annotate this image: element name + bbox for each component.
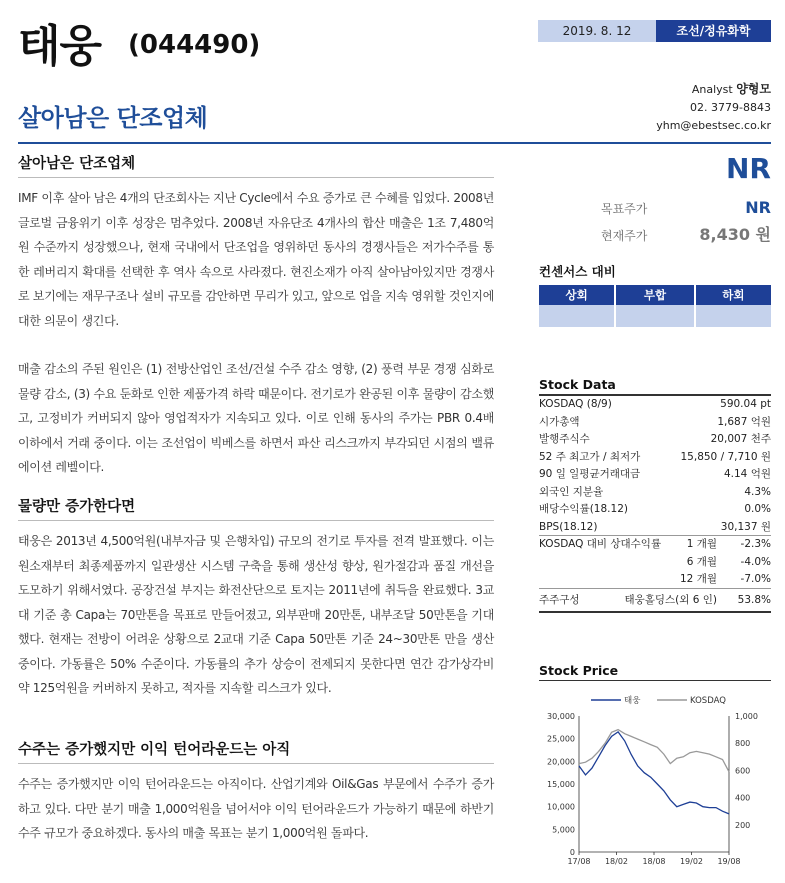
target-price-value: NR [745, 198, 771, 217]
row-label: 배당수익률(18.12) [539, 503, 628, 515]
analyst-name: 양형모 [736, 82, 771, 96]
row-label: 주주구성 [539, 593, 580, 606]
analyst-label: Analyst [691, 83, 733, 96]
consensus-header-inline: 부합 [615, 285, 695, 305]
chart-legend [591, 695, 726, 706]
report-subtitle: 살아남은 단조업체 [18, 104, 208, 132]
row-mid [590, 431, 711, 449]
stock-data-title: Stock Data [539, 377, 616, 392]
row-mid [640, 449, 680, 467]
section-title: 수주는 증가했지만 이익 턴어라운드는 아직 [18, 738, 494, 764]
row-value: 53.8% [737, 593, 771, 606]
row-mid [612, 396, 720, 414]
row-label: BPS(18.12) [539, 520, 598, 533]
y-right-tick-label: 1,000 [735, 712, 758, 721]
section-title: 물량만 증가한다면 [18, 495, 494, 521]
y-left-tick-label: 25,000 [547, 734, 575, 744]
target-price-label: 목표주가 [601, 202, 648, 216]
row-mid [580, 414, 718, 432]
company-code: (044490) [128, 30, 261, 60]
x-tick-label: 17/08 [567, 857, 591, 866]
row-mid: 6 개월 [686, 555, 717, 568]
rating-badge: NR [726, 152, 771, 185]
section-survivor [18, 152, 494, 480]
section-orders [18, 738, 494, 846]
table-row [539, 554, 771, 572]
x-tick-label: 18/08 [642, 857, 666, 866]
row-mid [628, 501, 727, 519]
current-price-label: 현재주가 [601, 229, 648, 243]
consensus-header-above: 상회 [539, 285, 615, 305]
chart-title: Stock Price [539, 663, 619, 678]
series-line-company [579, 732, 729, 814]
row-label: 발행주식수 [539, 433, 590, 445]
row-mid [640, 466, 724, 484]
consensus-cell [539, 305, 615, 327]
consensus-header-below: 하회 [695, 285, 771, 305]
row-mid: 1 개월 [686, 538, 717, 550]
company-name: 태웅 [18, 21, 102, 72]
analyst-email[interactable]: yhm@ebestsec.co.kr [656, 119, 771, 132]
row-value: 1,687 억원 [717, 415, 771, 428]
y-right-tick-label: 200 [735, 820, 751, 830]
x-tick-label: 19/02 [679, 857, 704, 866]
row-mid [603, 484, 727, 502]
section-paragraph: 태웅은 2013년 4,500억원(내부자금 및 은행차입) 규모의 전기로 투자를 전격 발표했다. 이는 원소재부터 최종제품까지 일관생산 시스템 구축을 통해 생산성 향상, 원가절감과 품질 개선을 도모하기 위해서였다. 공장건설 부지는 화전산단으로 토지는 2011년에 취득을 완료했다. 3교대 기준 총 Capa는 70만톤을 목표로 만들어졌고, 외부판매 20만톤, 내부조달 50만톤을 기대했다. 현재는 전방이 어려운 상황으로 2교대 기준 Capa 50만톤 기준 24~30만톤 만을 생산 중이다. 가동률은 50% 수준이다. 가동률의 추가 상승이 전제되지 못한다면 연간 감가상각비 약 125억원을 커버하지 못하고, 적자를 지속할 리스크가 있다. [18, 534, 494, 695]
consensus-cell [615, 305, 695, 327]
row-value: 4.14 억원 [723, 468, 771, 480]
y-left-tick-label: 15,000 [547, 780, 575, 789]
consensus-title: 컨센서스 대비 [539, 264, 616, 279]
analyst-phone: 02. 3779-8843 [690, 101, 771, 114]
table-row [539, 431, 771, 449]
table-row [539, 414, 771, 432]
row-label: KOSDAQ (8/9) [539, 398, 612, 410]
row-label: 90 일 일평균거래대금 [539, 468, 641, 480]
stock-price-chart [539, 682, 771, 872]
consensus-cell [695, 305, 771, 327]
y-left-tick-label: 5,000 [552, 825, 575, 835]
row-label: 외국인 지분율 [539, 485, 604, 498]
chart-axes [547, 712, 758, 866]
sector-badge: 조선/정유화학 [656, 20, 771, 42]
y-right-tick-label: 800 [735, 739, 751, 749]
table-row [539, 589, 771, 611]
row-value: -2.3% [740, 538, 771, 550]
consensus-table [539, 285, 771, 327]
row-value: 20,007 천주 [710, 433, 771, 445]
table-row [539, 536, 771, 554]
y-left-tick-label: 10,000 [547, 802, 575, 812]
row-label: 52 주 최고가 / 최저가 [539, 450, 641, 463]
current-price-row [601, 222, 771, 245]
y-right-tick-label: 600 [735, 766, 751, 776]
report-date: 2019. 8. 12 [538, 20, 656, 42]
table-row [539, 484, 771, 502]
section-paragraph: IMF 이후 살아 남은 4개의 단조회사는 지난 Cycle에서 수요 증가로 큰 수혜를 입었다. 2008년 글로벌 금융위기 이후 성장은 멈추었다. 2008년 자유단조 4개사의 합산 매출은 1조 7,480억원 수준까지 성장했으나, 현재 국내에서 단조업을 영위하던 동사의 경쟁사들은 저가수주를 통한 레버리지 확대를 선택한 후 역사 속으로 사라졌다. 현진소재가 아직 살아남아있지만 경쟁사로 보기에는 재무구조나 설비 규모를 감안하면 무리가 있고, 앞으로 업을 지속 영위할 것인지에 대한 의문이 생긴다. [18, 191, 494, 328]
row-mid: 태웅홀딩스(외 6 인) [624, 593, 717, 606]
table-row [539, 466, 771, 484]
row-value: 590.04 pt [720, 398, 771, 410]
row-value: -7.0% [740, 573, 771, 585]
section-paragraph: 매출 감소의 주된 원인은 (1) 전방산업인 조선/건설 수주 감소 영향, (2) 풍력 부문 경쟁 심화로 물량 감소, (3) 수요 둔화로 인한 제품가격 하락 때문이다. 전기로가 완공된 이후 물량이 감소했고, 고정비가 커버되지 않아 영업적자가 지속되고 있다. 이로 인해 동사의 주가는 PBR 0.4배 이하에서 거래 중이다. 이는 조선업이 빅베스를 하면서 파산 리스크까지 부각되던 시점의 밸류에이션 레벨이다. [18, 362, 494, 474]
table-row [539, 449, 771, 467]
y-right-tick-label: 400 [735, 793, 751, 803]
chart-lines [579, 730, 729, 814]
row-mid: 12 개월 [680, 573, 717, 585]
row-label: 시가총액 [539, 415, 580, 428]
section-volume [18, 495, 494, 701]
row-mid [597, 519, 720, 536]
analyst-info [656, 80, 771, 135]
row-value: 15,850 / 7,710 원 [680, 450, 771, 463]
y-left-tick-label: 0 [569, 848, 575, 857]
target-price-row [601, 198, 771, 217]
header-divider [18, 142, 771, 144]
row-value: 0.0% [744, 503, 771, 515]
section-paragraph: 수주는 증가했지만 이익 턴어라운드는 아직이다. 산업기계와 Oil&Gas 부문에서 수주가 증가하고 있다. 다만 분기 매출 1,000억원을 넘어서야 이익 턴어라운드가 가능하기 때문에 하반기 수주 규모가 중요하겠다. 동사의 매출 목표는 분기 1,000억원 돌파다. [18, 777, 494, 840]
legend-label: KOSDAQ [690, 696, 726, 706]
legend-label: 태웅 [624, 696, 641, 706]
row-value: -4.0% [740, 555, 771, 568]
x-tick-label: 18/02 [604, 857, 629, 866]
table-row [539, 501, 771, 519]
y-left-tick-label: 30,000 [547, 712, 575, 721]
row-value: 30,137 원 [720, 520, 771, 533]
table-row [539, 571, 771, 589]
table-row [539, 396, 771, 414]
table-row [539, 519, 771, 537]
row-value: 4.3% [744, 485, 771, 498]
y-left-tick-label: 20,000 [547, 757, 575, 767]
x-tick-label: 19/08 [717, 857, 741, 866]
stock-data-table [539, 394, 771, 613]
row-label: KOSDAQ 대비 상대수익률 [539, 538, 662, 550]
current-price-value: 8,430 원 [699, 225, 771, 244]
chart-title-rule [539, 680, 771, 681]
section-title: 살아남은 단조업체 [18, 152, 494, 178]
